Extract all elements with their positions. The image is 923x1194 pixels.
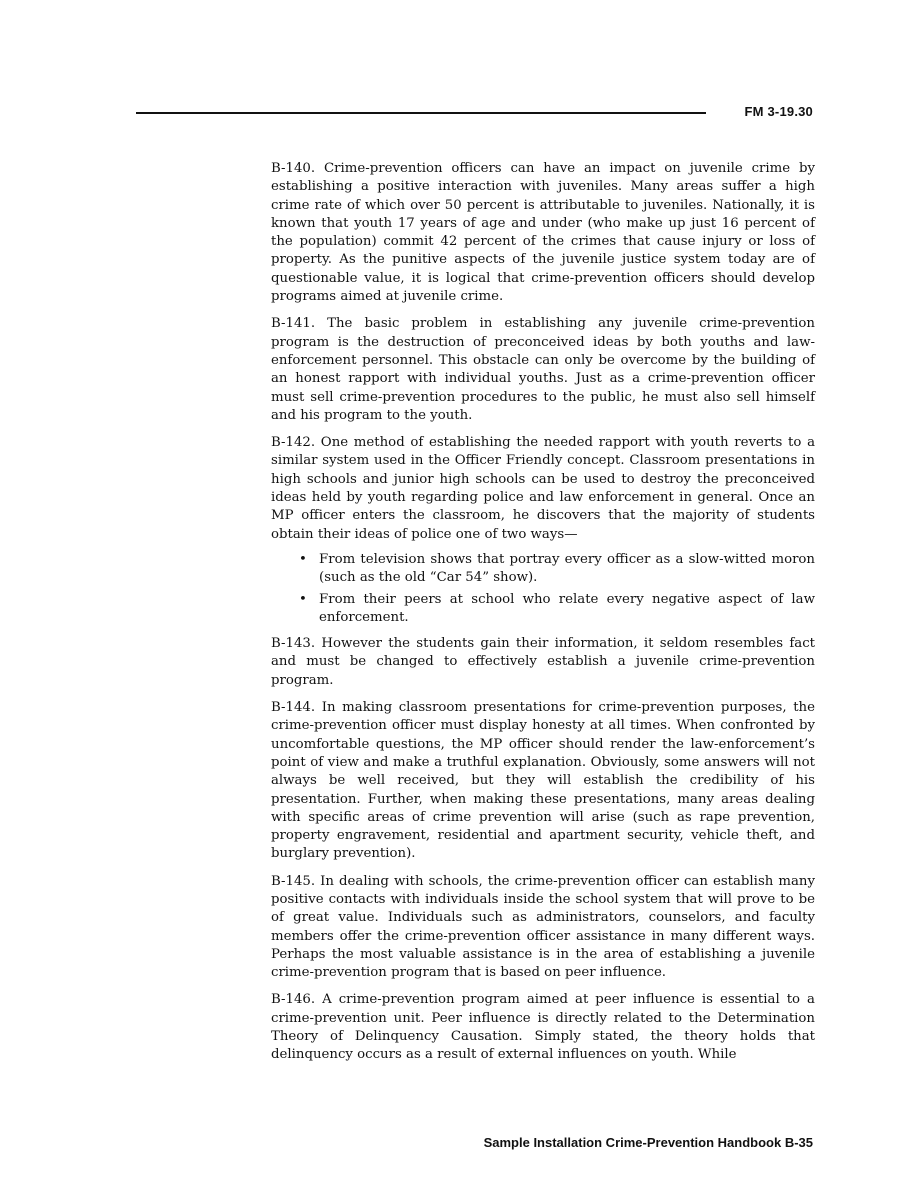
paragraph-b142: B-142. One method of establishing the needed rapport with youth reverts to a similar system used in the Officer Friendly concept. Classroom presentations in high schools and junior high schools can be used to destroy the preconceived ideas held by youth regarding police and law enforcement in general. Once an MP officer enters the classroom, he discovers that the majority of students obtain their ideas of police one of two ways— — [271, 435, 815, 542]
paragraph-b146: B-146. A crime-prevention program aimed at peer influence is essential to a crime-prevention unit. Peer influence is directly related to the Determination Theory of Delinquency Causation. Simply stated, the theory holds that delinquency occurs as a result of external influences on youth. While — [271, 992, 815, 1063]
bullet-item — [299, 551, 815, 588]
page-footer: Sample Installation Crime-Prevention Handbook B-35 — [483, 1135, 813, 1150]
body-text — [271, 160, 815, 1074]
paragraph-b145: B-145. In dealing with schools, the crime-prevention officer can establish many positive contacts with individuals inside the school system that will prove to be of great value. Individuals such as administrators, counselors, and faculty members offer the crime-prevention officer assistance in many different ways. Perhaps the most valuable assistance is in the area of establishing a juvenile crime-prevention program that is based on peer influence. — [271, 873, 815, 981]
paragraph-b140: B-140. Crime-prevention officers can have an impact on juvenile crime by establishing a positive interaction with juveniles. Many areas suffer a high crime rate of which over 50 percent is attributable to juveniles. Nationally, it is known that youth 17 years of age and under (who make up just 16 percent of the population) commit 42 percent of the crimes that cause injury or loss of property. As the punitive aspects of the juvenile justice system today are of questionable value, it is logical that crime-prevention officers should develop programs aimed at juvenile crime. — [271, 161, 815, 305]
bullet-icon: • — [299, 591, 307, 607]
document-id: FM 3-19.30 — [744, 104, 813, 119]
bullet-text: From their peers at school who relate every negative aspect of law enforcement. — [319, 591, 815, 625]
bullet-item — [299, 591, 815, 628]
paragraph-b143: B-143. However the students gain their information, it seldom resembles fact and must be changed to effectively establish a juvenile crime-prevention program. — [271, 636, 815, 688]
bullet-text: From television shows that portray every officer as a slow-witted moron (such as the old “Car 54” show). — [319, 551, 815, 586]
bullet-list — [271, 551, 815, 627]
header-rule — [136, 112, 706, 114]
bullet-icon: • — [299, 551, 307, 567]
paragraph-b141: B-141. The basic problem in establishing any juvenile crime-prevention program is the destruction of preconceived ideas by both youths and law-enforcement personnel. This obstacle can only be overcome by the building of an honest rapport with individual youths. Just as a crime-prevention officer must sell crime-prevention procedures to the public, he must also sell himself and his program to the youth. — [271, 316, 815, 423]
paragraph-b144: B-144. In making classroom presentations for crime-prevention purposes, the crime-prevention officer must display honesty at all times. When confronted by uncomfortable questions, the MP officer should render the law-enforcement’s point of view and make a truthful explanation. Obviously, some answers will not always be well received, but they will establish the credibility of his presentation. Further, when making these presentations, many areas dealing with specific areas of crime prevention will arise (such as rape prevention, property engravement, residential and apartment security, vehicle theft, and burglary prevention). — [271, 700, 815, 862]
